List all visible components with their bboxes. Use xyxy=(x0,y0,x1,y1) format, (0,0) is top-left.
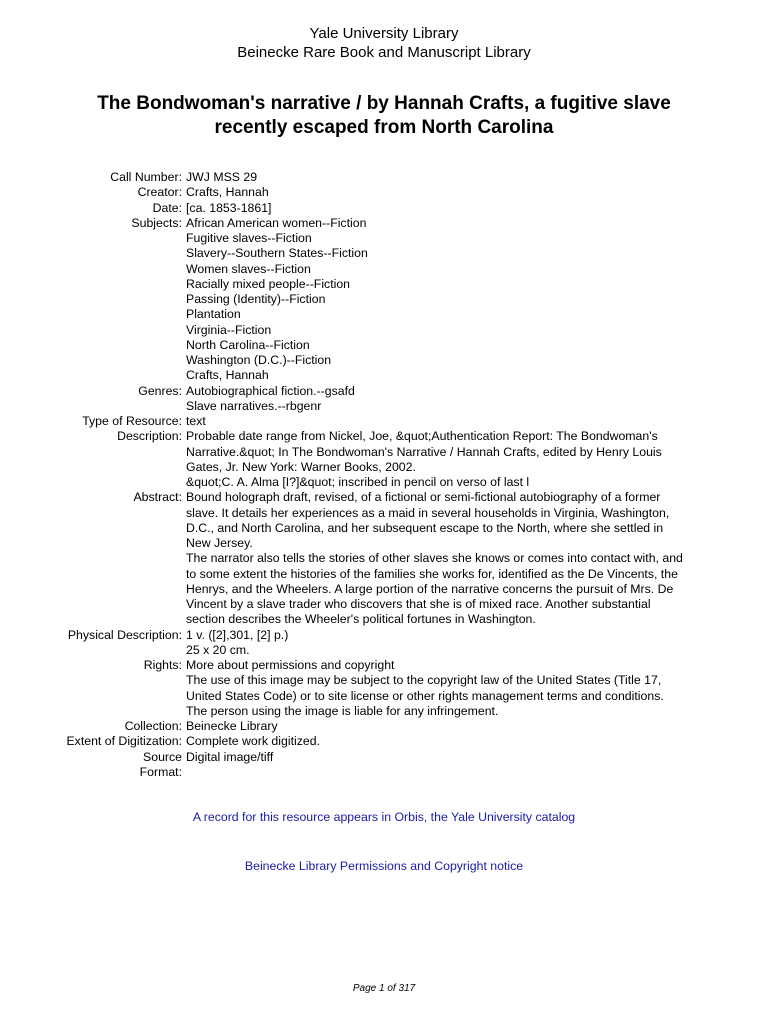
field-abstract xyxy=(0,490,768,627)
sub-library-name: Beinecke Rare Book and Manuscript Library xyxy=(237,44,531,61)
field-label: Collection: xyxy=(124,719,182,733)
abstract-line: New Jersey. xyxy=(186,536,253,550)
field-value: Digital image/tiff xyxy=(186,749,274,764)
subject-item: North Carolina--Fiction xyxy=(186,337,310,352)
abstract-line: to some extent the histories of the families she works for, identified as the De Vincents, the xyxy=(186,566,678,581)
field-label: Format: xyxy=(139,764,182,779)
rights-line: More about permissions and copyright xyxy=(186,658,395,672)
field-subjects xyxy=(0,216,768,384)
field-call-number xyxy=(0,170,768,185)
subject-item: Slavery--Southern States--Fiction xyxy=(186,246,368,261)
title-line-2: recently escaped from North Carolina xyxy=(214,117,554,138)
library-name: Yale University Library xyxy=(309,25,459,42)
field-date xyxy=(0,201,768,216)
field-label: Creator: xyxy=(137,185,182,200)
description-line: Gates, Jr. New York: Warner Books, 2002. xyxy=(186,459,416,474)
abstract-line: section describes the Wheeler's political fortunes in Washington. xyxy=(186,612,536,627)
field-collection xyxy=(0,719,768,734)
subject-item: Fugitive slaves--Fiction xyxy=(186,231,312,245)
subject-item: Plantation xyxy=(186,307,241,322)
abstract-line: The narrator also tells the stories of other slaves she knows or comes into contact with, and xyxy=(186,551,683,566)
orbis-record-link[interactable]: A record for this resource appears in Orbis, the Yale University catalog xyxy=(192,810,576,824)
field-value: [ca. 1853-1861] xyxy=(186,200,272,215)
subject-item: Washington (D.C.)--Fiction xyxy=(186,353,332,367)
title-line-1: The Bondwoman's narrative / by Hannah Crafts, a fugitive slave xyxy=(97,93,671,114)
physical-description-item: 25 x 20 cm. xyxy=(186,642,250,657)
field-label: Genres: xyxy=(138,383,182,398)
field-value: JWJ MSS 29 xyxy=(186,170,258,184)
field-rights xyxy=(0,658,768,719)
subject-item: Women slaves--Fiction xyxy=(186,261,311,276)
field-physical-description xyxy=(0,628,768,659)
field-type-of-resource xyxy=(0,414,768,429)
field-label: Rights: xyxy=(143,658,182,672)
subject-item: Crafts, Hannah xyxy=(186,368,269,383)
genre-item: Autobiographical fiction.--gsafd xyxy=(186,383,355,398)
rights-line: The use of this image may be subject to the copyright law of the United States (Title 17, xyxy=(186,673,662,688)
abstract-line: slave. It details her experiences as a maid in several households in Virginia, Washington, xyxy=(186,505,670,520)
subject-item: Passing (Identity)--Fiction xyxy=(186,292,326,306)
field-label: Extent of Digitization: xyxy=(66,734,182,749)
genre-item: Slave narratives.--rbgenr xyxy=(186,398,322,413)
rights-line: The person using the image is liable for any infringement. xyxy=(186,703,499,718)
library-header xyxy=(0,24,768,62)
abstract-line: Bound holograph draft, revised, of a fictional or semi-fictional autobiography of a former xyxy=(186,490,661,505)
abstract-line: Vincent by a slave trader who discovers that she is of mixed race. Another substantial xyxy=(186,597,651,611)
description-line: Probable date range from Nickel, Joe, &quot;Authentication Report: The Bondwoman's xyxy=(186,429,658,444)
field-genres xyxy=(0,384,768,415)
permissions-copyright-link[interactable]: Beinecke Library Permissions and Copyright notice xyxy=(244,859,524,873)
field-value: text xyxy=(186,414,206,428)
field-label: Date: xyxy=(152,200,182,215)
subject-item: African American women--Fiction xyxy=(186,215,367,230)
catalog-record xyxy=(0,170,768,780)
field-label: Call Number: xyxy=(110,170,182,184)
rights-line: United States Code) or to site license or other rights management terms and conditions. xyxy=(186,688,664,703)
field-extent-of-digitization xyxy=(0,734,768,749)
page-number: Page 1 of 317 xyxy=(352,983,416,994)
abstract-line: Henrys, and the Wheelers. A large portion of the narrative concerns the pursuit of Mrs. De xyxy=(186,581,674,596)
field-description xyxy=(0,429,768,490)
field-label: Physical Description: xyxy=(67,627,182,642)
field-source xyxy=(0,750,768,765)
description-line: Narrative.&quot; In The Bondwoman's Narrative / Hannah Crafts, edited by Henry Louis xyxy=(186,444,662,459)
field-creator xyxy=(0,185,768,200)
field-value: Complete work digitized. xyxy=(186,734,320,749)
field-format xyxy=(0,765,768,780)
field-label: Type of Resource: xyxy=(82,414,182,428)
physical-description-item: 1 v. ([2],301, [2] p.) xyxy=(186,627,289,642)
field-label: Description: xyxy=(117,429,182,444)
field-label: Subjects: xyxy=(131,215,182,230)
field-label: Abstract: xyxy=(133,490,182,505)
subject-item: Virginia--Fiction xyxy=(186,322,272,337)
document-title xyxy=(40,92,728,140)
field-value: Crafts, Hannah xyxy=(186,185,269,200)
field-label: Source xyxy=(143,749,182,764)
description-line: &quot;C. A. Alma [I?]&quot; inscribed in pencil on verso of last l xyxy=(186,475,530,489)
abstract-line: D.C., and North Carolina, and her subsequent escape to the North, where she settled in xyxy=(186,520,664,535)
field-value: Beinecke Library xyxy=(186,719,278,733)
subject-item: Racially mixed people--Fiction xyxy=(186,276,351,291)
